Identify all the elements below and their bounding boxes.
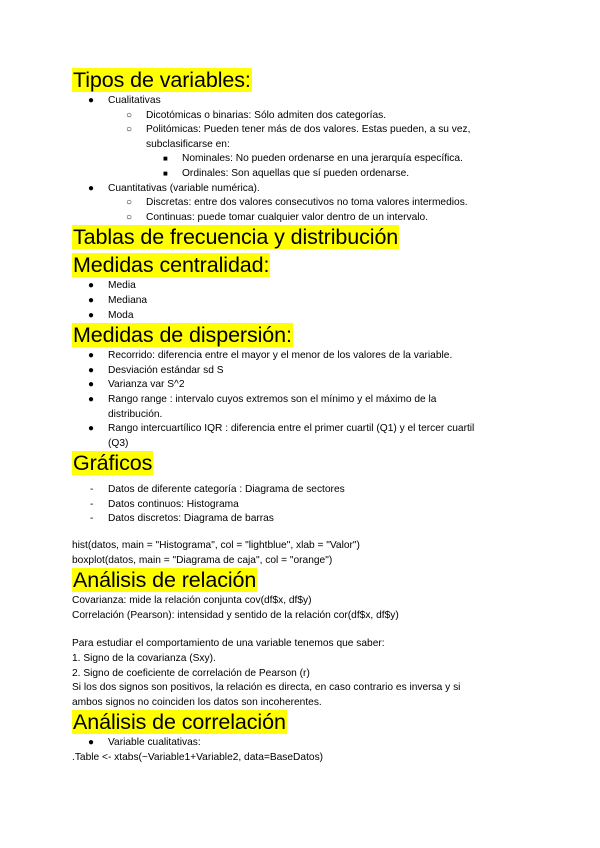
paragraph-line: Si los dos signos son positivos, la relación es directa, en caso contrario es inversa y si <box>72 682 461 694</box>
bullet-dash-icon: - <box>90 498 94 510</box>
heading-analisis-de-correlacion: Análisis de correlación <box>73 710 286 735</box>
heading-medidas-centralidad: Medidas centralidad: <box>73 253 270 278</box>
text-correlacion: Correlación (Pearson): intensidad y sentido de la relación cor(df$x, df$y) <box>72 609 399 621</box>
list-item: ● Varianza var S^2 <box>72 378 532 393</box>
list-item: ● Recorrido: diferencia entre el mayor y el menor de los valores de la variable. <box>72 349 532 364</box>
bullet-disc-icon: ● <box>88 364 95 376</box>
heading-graficos: Gráficos <box>73 451 153 476</box>
heading-tipos-de-variables: Tipos de variables: <box>73 68 251 92</box>
bullet-disc-icon: ● <box>88 393 95 405</box>
list-item: ● Rango range : intervalo cuyos extremos son el mínimo y el máximo de la distribución. <box>88 393 437 420</box>
list-tipos <box>72 94 532 225</box>
list-item: ○ Dicotómicas o binarias: Sólo admiten dos categorías. <box>72 109 532 124</box>
list-item: ● Rango intercuartílico IQR : diferencia entre el primer cuartil (Q1) y el tercer cuartil (Q3) <box>88 423 475 449</box>
list-item: ○ Continuas: puede tomar cualquier valor dentro de un intervalo. <box>72 211 532 226</box>
heading-medidas-de-dispersion: Medidas de dispersión: <box>73 323 292 348</box>
bullet-disc-icon: ● <box>88 294 95 306</box>
bullet-disc-icon: ● <box>88 737 95 749</box>
bullet-disc-icon: ● <box>88 280 95 292</box>
paragraph-line: 1. Signo de la covarianza (Sxy). <box>72 653 216 665</box>
list-item: ● Mediana <box>72 294 532 309</box>
text-covarianza: Covarianza: mide la relación conjunta cov(df$x, df$y) <box>72 595 312 607</box>
list-item: ● Variable cualitativas: <box>72 736 532 751</box>
bullet-disc-icon: ● <box>88 423 95 435</box>
list-item: ■ Ordinales: Son aquellas que sí pueden ordenarse. <box>72 167 532 182</box>
list-item: ● Desviación estándar sd S <box>72 364 532 379</box>
paragraph-line: 2. Signo de coeficiente de correlación de Pearson (r) <box>72 667 310 679</box>
list-correlacion <box>72 736 532 751</box>
bullet-circle-icon: ○ <box>126 109 133 121</box>
bullet-square-icon: ■ <box>163 154 168 164</box>
heading-tablas-de-frecuencia: Tablas de frecuencia y distribución <box>73 225 399 250</box>
list-dispersion <box>72 349 532 451</box>
list-graficos <box>72 483 532 527</box>
bullet-dash-icon: - <box>90 513 94 525</box>
list-item: ● Moda <box>72 309 532 324</box>
code-line-hist: hist(datos, main = "Histograma", col = "lightblue", xlab = "Valor") <box>72 540 360 552</box>
bullet-circle-icon: ○ <box>126 124 133 136</box>
list-item: ● Cualitativas <box>72 94 532 109</box>
document-page <box>72 68 532 766</box>
list-item: ■ Nominales: No pueden ordenarse en una jerarquía específica. <box>72 152 532 167</box>
bullet-circle-icon: ○ <box>126 197 133 209</box>
code-line-boxplot: boxplot(datos, main = "Diagrama de caja", col = "orange") <box>72 554 333 566</box>
paragraph-line: Para estudiar el comportamiento de una variable tenemos que saber: <box>72 638 385 650</box>
list-item: - Datos discretos: Diagrama de barras <box>72 512 532 527</box>
bullet-disc-icon: ● <box>88 309 95 321</box>
paragraph-line: ambos signos no coinciden los datos son incoherentes. <box>72 696 322 708</box>
bullet-disc-icon: ● <box>88 182 95 194</box>
bullet-square-icon: ■ <box>163 168 168 178</box>
bullet-circle-icon: ○ <box>126 211 133 223</box>
list-item: ● Cuantitativas (variable numérica). <box>72 182 532 197</box>
heading-analisis-de-relacion: Análisis de relación <box>73 568 257 593</box>
bullet-disc-icon: ● <box>88 379 95 391</box>
code-line-xtabs: .Table <- xtabs(~Variable1+Variable2, data=BaseDatos) <box>72 752 324 763</box>
list-item: ● Media <box>72 279 532 294</box>
bullet-dash-icon: - <box>90 484 94 496</box>
list-centralidad <box>72 279 532 323</box>
list-item: ○ Discretas: entre dos valores consecutivos no toma valores intermedios. <box>72 196 532 211</box>
bullet-disc-icon: ● <box>88 350 95 362</box>
list-item: - Datos continuos: Histograma <box>72 498 532 513</box>
list-item: - Datos de diferente categoría : Diagrama de sectores <box>72 483 532 498</box>
list-item: ○ Politómicas: Pueden tener más de dos valores. Estas pueden, a su vez, subclasificarse en: <box>126 124 471 150</box>
bullet-disc-icon: ● <box>88 95 95 106</box>
